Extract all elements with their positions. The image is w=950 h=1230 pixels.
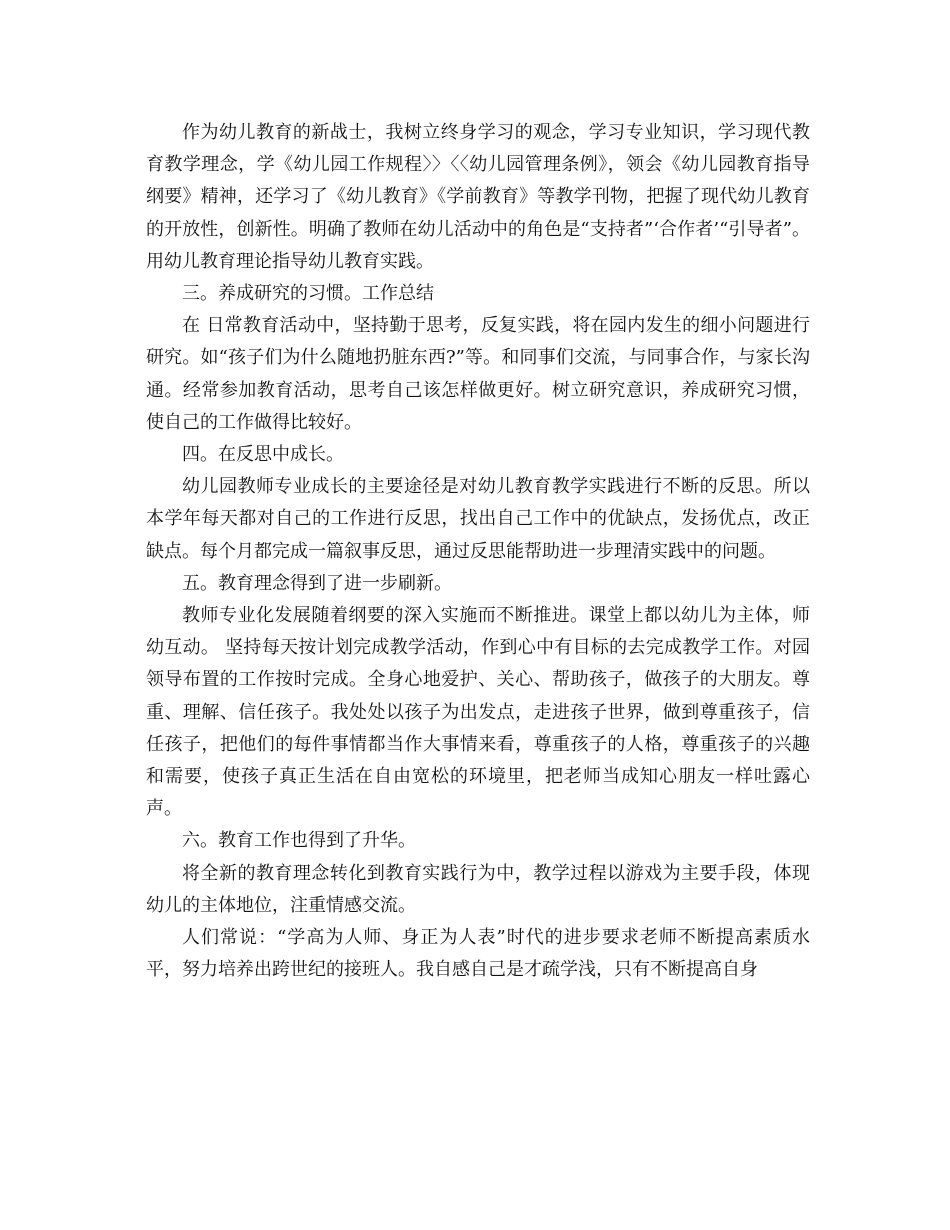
paragraph-practice: 将全新的教育理念转化到教育实践行为中，教学过程以游戏为主要手段，体现幼儿的主体地位，注重情感交流。	[146, 862, 810, 916]
section-heading-3: 三。养成研究的习惯。工作总结	[182, 283, 434, 305]
section-heading-4: 四。在反思中成长。	[182, 444, 344, 466]
section-heading-6: 六。教育工作也得到了升华。	[182, 830, 416, 852]
paragraph-philosophy: 教师专业化发展随着纲要的深入实施而不断推进。课堂上都以幼儿为主体，师幼互动。 坚持每天按计划完成教学活动，作到心中有目标的去完成教学工作。对园领导布置的工作按时完成。全身心地爱护、关心、帮助孩子，做孩子的大朋友。尊重、理解、信任孩子。我处处以孩子为出发点，走进孩子世界，做到尊重孩子，信任孩子，把他们的每件事情都当作大事情来看，尊重孩子的人格，尊重孩子的兴趣和需要，使孩子真正生活在自由宽松的环境里，把老师当成知心朋友一样吐露心声。	[146, 605, 810, 820]
paragraph-saying: 人们常说：“学高为人师、身正为人表”时代的进步要求老师不断提高素质水平，努力培养出跨世纪的接班人。我自感自己是才疏学浅，只有不断提高自身	[146, 927, 810, 981]
section-heading-5: 五。教育理念得到了进一步刷新。	[182, 572, 452, 594]
paragraph-research: 在 日常教育活动中，坚持勤于思考，反复实践，将在园内发生的细小问题进行研究。如“孩子们为什么随地扔脏东西?”等。和同事们交流，与同事合作，与家长沟通。经常参加教育活动，思考自己该怎样做更好。树立研究意识，养成研究习惯，使自己的工作做得比较好。	[146, 315, 810, 433]
paragraph-reflection: 幼儿园教师专业成长的主要途径是对幼儿教育教学实践进行不断的反思。所以本学年每天都对自己的工作进行反思，找出自己工作中的优缺点，发扬优点，改正缺点。每个月都完成一篇叙事反思，通过反思能帮助进一步理清实践中的问题。	[146, 476, 810, 562]
document-body	[146, 117, 810, 986]
paragraph-learning: 作为幼儿教育的新战士，我树立终身学习的观念，学习专业知识，学习现代教育教学理念，学《幼儿园工作规程〉〉〈〈幼儿园管理条例》，领会《幼儿园教育指导纲要》精神，还学习了《幼儿教育》《学前教育》等教学刊物，把握了现代幼儿教育的开放性，创新性。明确了教师在幼儿活动中的角色是“支持者”‘合作者’“引导者”。用幼儿教育理论指导幼儿教育实践。	[146, 122, 810, 272]
